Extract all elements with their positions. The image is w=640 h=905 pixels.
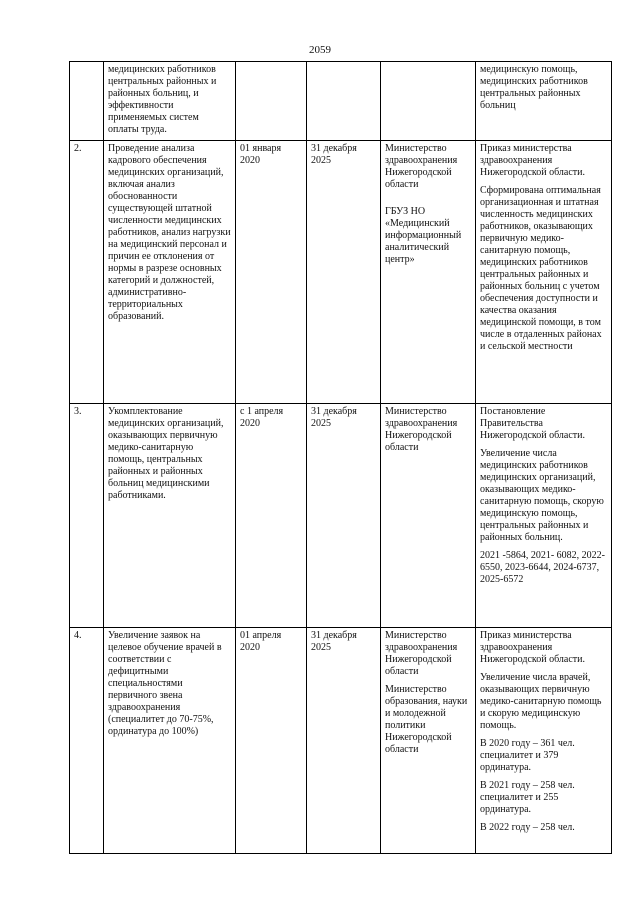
result-text: Сформирована оптимальная организационная и штатная численность медицинских работников, оказывающих первичную медико-санитарную помощь, медицинских работников центральных районных и районных больниц с учетом обеспечения доступности и качества оказания медицинской помощи, в том числе в отдаленных районах и сельской местности	[480, 185, 602, 352]
executor-text: Министерство здравоохранения Нижегородской области	[385, 406, 458, 453]
start-date-cell: с 1 апреля 2020	[236, 404, 307, 628]
result-text: медицинскую помощь, медицинских работников центральных районных больниц	[480, 64, 588, 111]
executor-text: ГБУЗ НО «Медицинский информационный аналитический центр»	[385, 206, 462, 265]
executor-text: Министерство здравоохранения Нижегородской области	[385, 143, 458, 190]
result-text: Увеличение числа медицинских работников медицинских организаций, оказывающих медико-санитарную помощь, скорую медицинскую помощь, центральных районных и районных больниц.	[480, 448, 604, 543]
row-number-cell	[70, 62, 104, 141]
executor-cell	[381, 62, 476, 141]
result-cell	[476, 141, 612, 404]
event-cell: Укомплектование медицинских организаций, оказывающих первичную медико-санитарную помощь, центральных районных и районных больниц медицинскими работниками.	[104, 404, 236, 628]
executor-text: Министерство образования, науки и молодежной политики Нижегородской области	[385, 684, 468, 755]
start-date-cell: 01 апреля 2020	[236, 628, 307, 854]
table-row	[70, 628, 612, 854]
page-number: 2059	[309, 44, 331, 56]
executor-cell	[381, 141, 476, 404]
result-text: Приказ министерства здравоохранения Нижегородской области.	[480, 630, 586, 665]
result-text: Увеличение числа врачей, оказывающих первичную медико-санитарную помощь и скорую медицинскую помощь.	[480, 672, 602, 731]
result-text: В 2022 году – 258 чел.	[480, 822, 575, 833]
result-text: В 2021 году – 258 чел. специалитет и 255 ординатура.	[480, 780, 575, 815]
result-text: В 2020 году – 361 чел. специалитет и 379 ординатура.	[480, 738, 575, 773]
event-cell: Проведение анализа кадрового обеспечения медицинских организаций, включая анализ обоснованности существующей штатной численности медицинских работников, анализ нагрузки на медицинский персонал и причин ее отклонения от нормы в разрезе основных категорий и должностей, административно-территориальных образований.	[104, 141, 236, 404]
executor-cell	[381, 404, 476, 628]
result-text: Приказ министерства здравоохранения Нижегородской области.	[480, 143, 586, 178]
row-number-cell: 4.	[70, 628, 104, 854]
end-date-cell: 31 декабря 2025	[307, 404, 381, 628]
result-cell	[476, 404, 612, 628]
table-row	[70, 404, 612, 628]
action-plan-table	[69, 61, 612, 854]
table-row	[70, 141, 612, 404]
result-text: Постановление Правительства Нижегородской области.	[480, 406, 586, 441]
result-cell	[476, 62, 612, 141]
row-number-cell: 2.	[70, 141, 104, 404]
executor-cell	[381, 628, 476, 854]
row-number-cell: 3.	[70, 404, 104, 628]
result-cell	[476, 628, 612, 854]
table-row	[70, 62, 612, 141]
event-cell: медицинских работников центральных районных и районных больниц, и эффективности применяемых систем оплаты труда.	[104, 62, 236, 141]
executor-text: Министерство здравоохранения Нижегородской области	[385, 630, 458, 677]
end-date-cell: 31 декабря 2025	[307, 628, 381, 854]
start-date-cell: 01 января 2020	[236, 141, 307, 404]
end-date-cell	[307, 62, 381, 141]
event-cell: Увеличение заявок на целевое обучение врачей в соответствии с дефицитными специальностями первичного звена здравоохранения (специалитет до 70-75%, ординатура до 100%)	[104, 628, 236, 854]
result-text: 2021 -5864, 2021- 6082, 2022-6550, 2023-6644, 2024-6737, 2025-6572	[480, 550, 605, 585]
end-date-cell: 31 декабря 2025	[307, 141, 381, 404]
start-date-cell	[236, 62, 307, 141]
